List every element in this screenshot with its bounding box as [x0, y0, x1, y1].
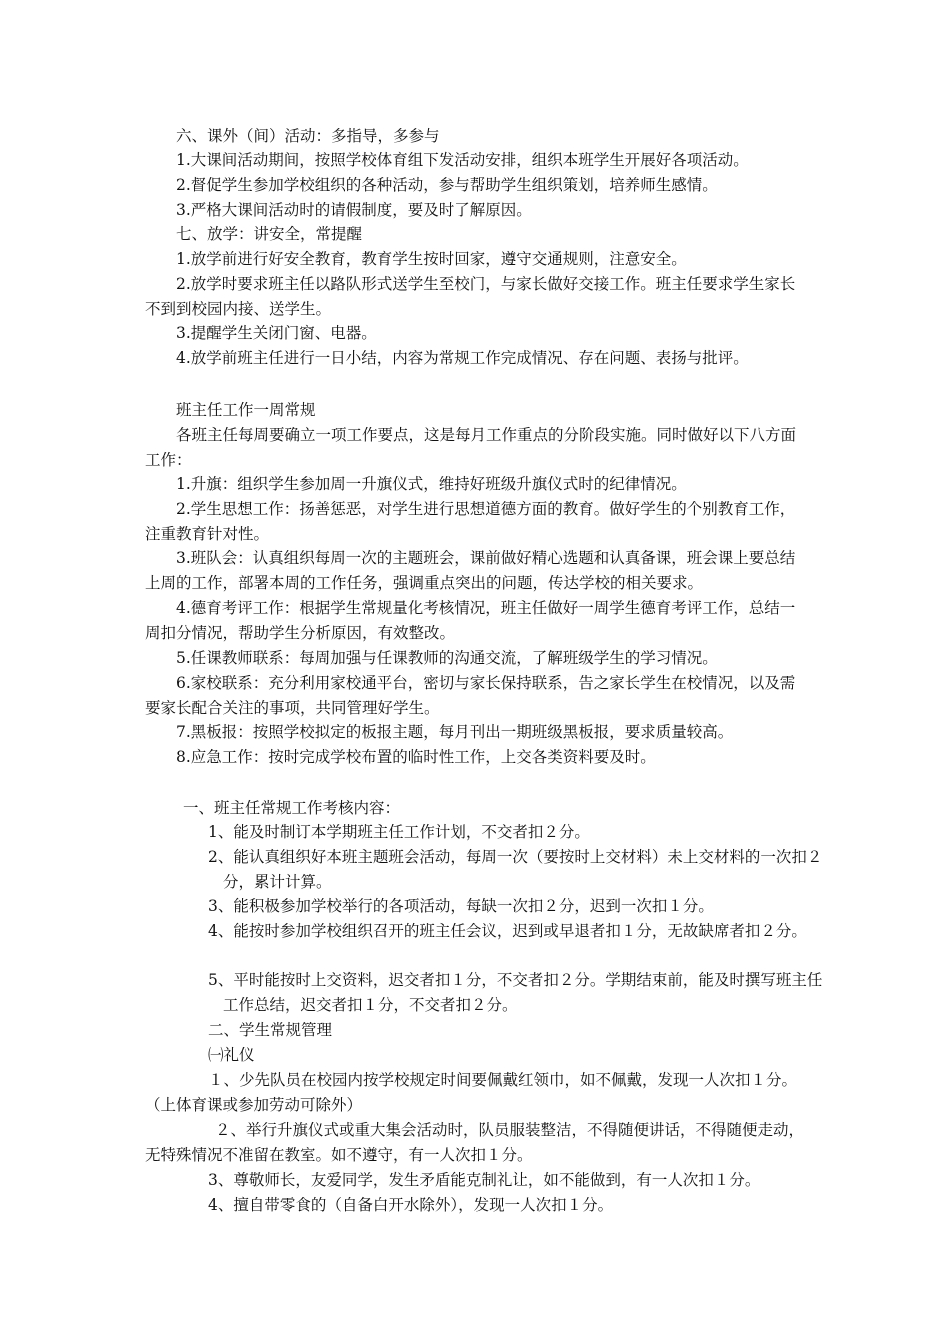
paragraph: 各班主任每周要确立一项工作要点，这是每月工作重点的分阶段实施。同时做好以下八方面工作：	[145, 426, 797, 469]
paragraph: 2.学生思想工作：扬善惩恶，对学生进行思想道德方面的教育。做好学生的个别教育工作，注重教育针对性。	[145, 500, 796, 543]
section-heading-weekly: 班主任工作一周常规	[176, 401, 316, 419]
paragraph: 8.应急工作：按时完成学校布置的临时性工作，上交各类资料要及时。	[176, 748, 656, 766]
paragraph: 4、擅自带零食的（自备白开水除外），发现一人次扣１分。	[208, 1196, 614, 1214]
paragraph: 1.放学前进行好安全教育，教育学生按时回家，遵守交通规则，注意安全。	[176, 250, 687, 268]
paragraph: 1.大课间活动期间，按照学校体育组下发活动安排，组织本班学生开展好各项活动。	[176, 151, 749, 169]
paragraph: 5.任课教师联系：每周加强与任课教师的沟通交流，了解班级学生的学习情况。	[176, 649, 718, 667]
section-heading-dismissal: 七、放学：讲安全，常提醒	[176, 225, 363, 243]
section-heading-activities: 六、课外（间）活动：多指导，多参与	[176, 127, 440, 145]
section-heading-assessment: 一、班主任常规工作考核内容：	[183, 799, 401, 817]
paragraph: 1.升旗：组织学生参加周一升旗仪式，维持好班级升旗仪式时的纪律情况。	[176, 475, 687, 493]
list-item: 5、平时能按时上交资料，迟交者扣１分，不交者扣２分。学期结束前，能及时撰写班主任工作总结，迟交者扣１分，不交者扣２分。	[208, 971, 823, 1014]
paragraph: 2.督促学生参加学校组织的各种活动，参与帮助学生组织策划，培养师生感情。	[176, 176, 718, 194]
paragraph: 3、尊敬师长，友爱同学，发生矛盾能克制礼让，如不能做到，有一人次扣１分。	[208, 1171, 761, 1189]
sub-heading-etiquette: ㈠礼仪	[208, 1046, 255, 1064]
list-item: 4、能按时参加学校组织召开的班主任会议，迟到或早退者扣１分，无故缺席者扣２分。	[208, 922, 807, 940]
list-item: 1、能及时制订本学期班主任工作计划，不交者扣２分。	[208, 823, 590, 841]
paragraph: 2.放学时要求班主任以路队形式送学生至校门，与家长做好交接工作。班主任要求学生家长不到到校园内接、送学生。	[145, 275, 796, 318]
paragraph: 4.德育考评工作：根据学生常规量化考核情况，班主任做好一周学生德育考评工作，总结一周扣分情况，帮助学生分析原因，有效整改。	[145, 599, 796, 642]
paragraph: 7.黑板报：按照学校拟定的板报主题，每月刊出一期班级黑板报，要求质量较高。	[176, 723, 734, 741]
paragraph: 6.家校联系：充分利用家校通平台，密切与家长保持联系，告之家长学生在校情况，以及需要家长配合关注的事项，共同管理好学生。	[145, 674, 796, 717]
paragraph: 3.班队会：认真组织每周一次的主题班会，课前做好精心选题和认真备课，班会课上要总结上周的工作，部署本周的工作任务，强调重点突出的问题，传达学校的相关要求。	[145, 549, 796, 592]
list-item: 2、能认真组织好本班主题班会活动，每周一次（要按时上交材料）未上交材料的一次扣２分，累计计算。	[208, 848, 823, 891]
list-item: 3、能积极参加学校举行的各项活动，每缺一次扣２分，迟到一次扣１分。	[208, 897, 714, 915]
paragraph: ２、举行升旗仪式或重大集会活动时，队员服装整洁，不得随便讲话，不得随便走动，无特殊情况不准留在教室。如不遵守，有一人次扣１分。	[145, 1121, 805, 1164]
paragraph: 4.放学前班主任进行一日小结，内容为常规工作完成情况、存在问题、表扬与批评。	[176, 349, 749, 367]
paragraph: １、少先队员在校园内按学校规定时间要佩戴红领巾，如不佩戴，发现一人次扣１分。（上体育课或参加劳动可除外）	[145, 1071, 798, 1114]
section-heading-students: 二、学生常规管理	[208, 1021, 333, 1039]
paragraph: 3.严格大课间活动时的请假制度，要及时了解原因。	[176, 201, 532, 219]
paragraph: 3.提醒学生关闭门窗、电器。	[176, 324, 377, 342]
